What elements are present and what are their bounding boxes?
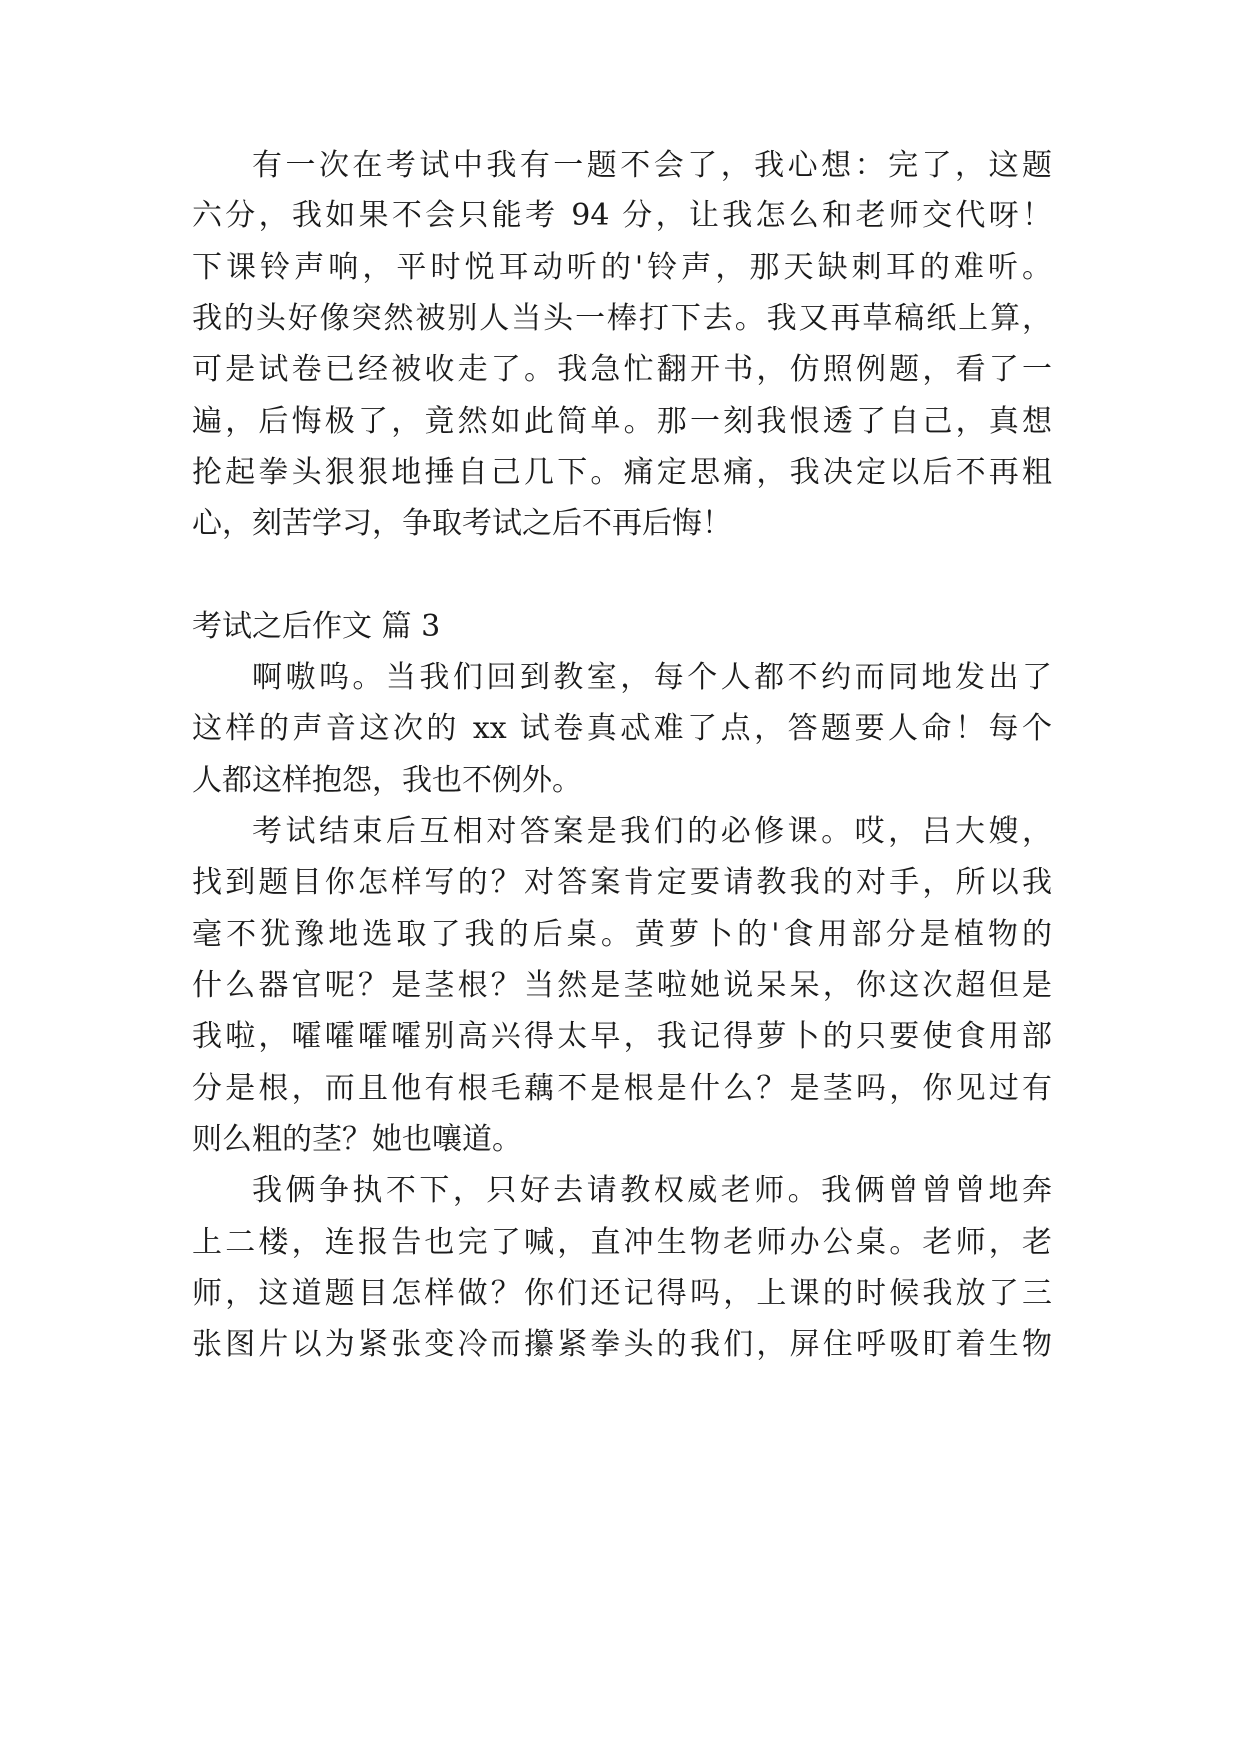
paragraph-1-line-2: 六分，我如果不会只能考 94 分，让我怎么和老师交代呀！ [192, 198, 1052, 233]
paragraph-1-line-5: 可是试卷已经被收走了。我急忙翻开书，仿照例题，看了一 [192, 352, 1052, 387]
paragraph-1-line-3: 下课铃声响，平时悦耳动听的'铃声，那天缺刺耳的难听。 [192, 250, 1052, 285]
paragraph-3-line-2: 找到题目你怎样写的？对答案肯定要请教我的对手，所以我 [192, 865, 1052, 900]
paragraph-4-line-4: 张图片以为紧张变冷而攥紧拳头的我们，屏住呼吸盯着生物 [192, 1327, 1052, 1362]
paragraph-3-line-1: 考试结束后互相对答案是我们的必修课。哎，吕大嫂， [252, 814, 1052, 849]
paragraph-3-line-7: 则么粗的茎？她也嚷道。 [192, 1122, 522, 1157]
paragraph-1-line-8: 心，刻苦学习，争取考试之后不再后悔！ [192, 506, 732, 541]
paragraph-1-line-6: 遍，后悔极了，竟然如此简单。那一刻我恨透了自己，真想 [192, 404, 1052, 439]
paragraph-3-line-4: 什么器官呢？是茎根？当然是茎啦她说呆呆，你这次超但是 [192, 968, 1052, 1003]
paragraph-1-line-4: 我的头好像突然被别人当头一棒打下去。我又再草稿纸上算， [192, 301, 1052, 336]
paragraph-2-line-2: 这样的声音这次的 xx 试卷真忒难了点，答题要人命！每个 [192, 711, 1052, 746]
paragraph-3-line-3: 毫不犹豫地选取了我的后桌。黄萝卜的'食用部分是植物的 [192, 917, 1052, 952]
paragraph-3-line-6: 分是根，而且他有根毛藕不是根是什么？是茎吗，你见过有 [192, 1071, 1052, 1106]
paragraph-4-line-1: 我俩争执不下，只好去请教权威老师。我俩曾曾曾地奔 [252, 1173, 1052, 1208]
paragraph-4-line-3: 师，这道题目怎样做？你们还记得吗，上课的时候我放了三 [192, 1276, 1052, 1311]
section-heading: 考试之后作文 篇 3 [192, 609, 441, 644]
paragraph-3-line-5: 我啦，嚯嚯嚯嚯别高兴得太早，我记得萝卜的只要使食用部 [192, 1019, 1052, 1054]
paragraph-1-line-7: 抡起拳头狠狠地捶自己几下。痛定思痛，我决定以后不再粗 [192, 455, 1052, 490]
paragraph-2-line-1: 啊嗷呜。当我们回到教室，每个人都不约而同地发出了 [252, 660, 1052, 695]
paragraph-2-line-3: 人都这样抱怨，我也不例外。 [192, 763, 582, 798]
paragraph-1-line-1: 有一次在考试中我有一题不会了，我心想：完了，这题 [252, 148, 1052, 183]
paragraph-4-line-2: 上二楼，连报告也完了喊，直冲生物老师办公桌。老师，老 [192, 1225, 1052, 1260]
